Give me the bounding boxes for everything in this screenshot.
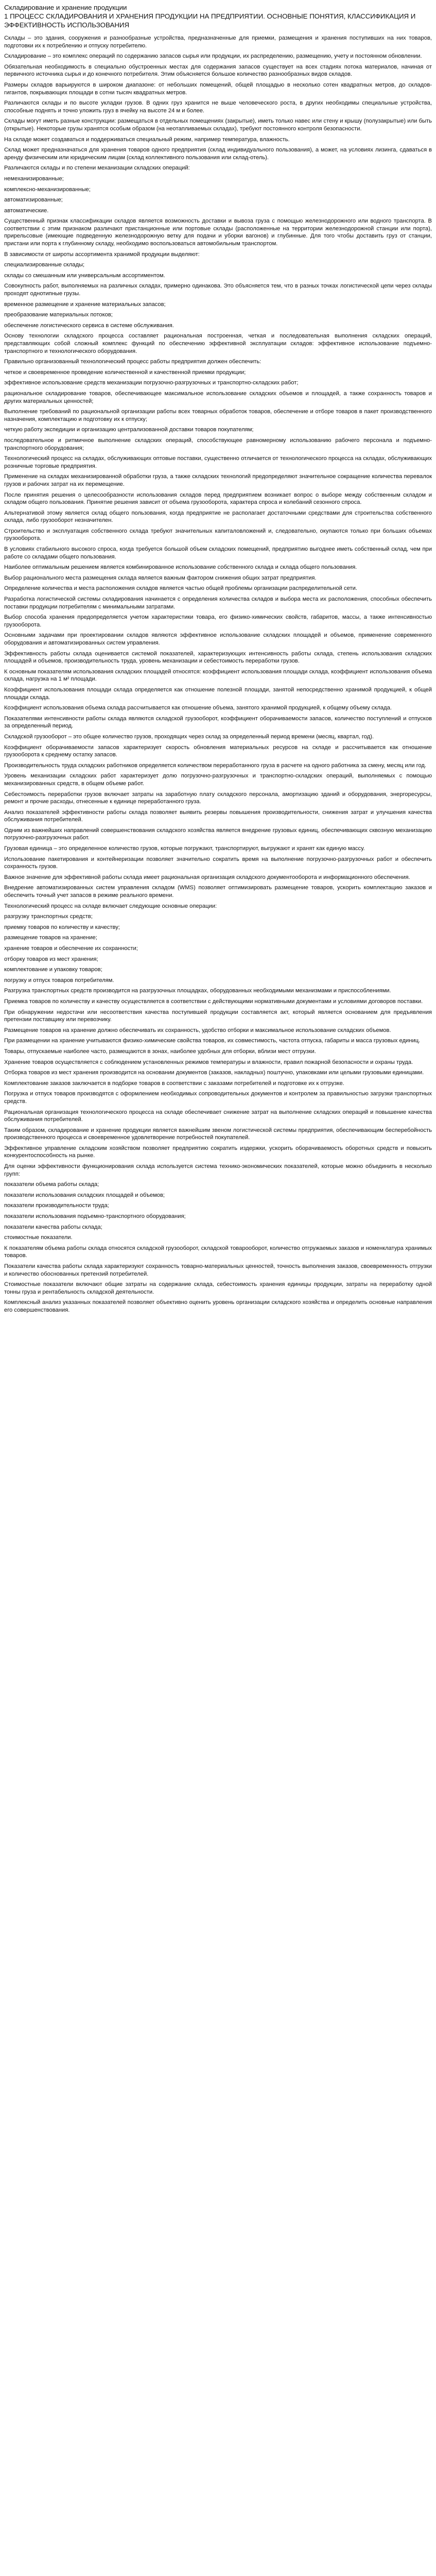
paragraph: Складской грузооборот – это общее количество грузов, проходящих через склад за определенный период времени (месяц, квартал, год).: [4, 733, 374, 740]
paragraph: склады со смешанным или универсальным ассортиментом.: [4, 272, 165, 279]
paragraph: Грузовая единица – это определенное количество грузов, которые погружают, транспортируют, выгружают и хранят как единую массу.: [4, 845, 365, 852]
paragraph: Выбор способа хранения предопределяется учетом характеристики товара, его физико-химических свойств, габаритов, массы, а также интенсивностью грузооборота.: [4, 614, 432, 628]
paragraph: Различаются склады и по высоте укладки грузов. В одних груз хранится не выше человеческого роста, в других необходимы специальные устройства, способные поднять и точно уложить груз в ячейку на высоте 24 м и более.: [4, 100, 432, 114]
paragraph: Эффективное управление складским хозяйством позволяет предприятию сократить издержки, ускорить оборачиваемость оборотных средств и повысить конкурентоспособность на рынке.: [4, 1145, 432, 1159]
paragraph: К показателям объема работы склада относятся складской грузооборот, складской товарооборот, количество отгружаемых заказов и номенклатура хранимых товаров.: [4, 1245, 432, 1259]
paragraph: показатели объема работы склада;: [4, 1181, 99, 1188]
paragraph: Применение на складах механизированной обработки груза, а также складских технологий предопределяют значительное сокращение количества перевалок грузов и рабочих затрат на их перемещение.: [4, 473, 432, 487]
paragraph: В условиях стабильного высокого спроса, когда требуется большой объем складских помещений, предприятию выгоднее иметь собственный склад, чем при работе со складами общего пользования.: [4, 546, 432, 560]
paragraph: Уровень механизации складских работ характеризует долю погрузочно-разгрузочных и транспортно-складских операций, выполняемых с помощью механизированных средств, в общем объеме работ.: [4, 773, 432, 787]
paragraph: четкую работу экспедиции и организацию централизованной доставки товаров покупателям;: [4, 427, 254, 433]
paragraph: К основным показателям использования складских площадей относятся: коэффициент использования площади склада, коэффициент использования объема склада, нагрузка на 1 м² площади.: [4, 668, 432, 683]
paragraph: Обязательная необходимость в специально обустроенных местах для содержания запасов существует на всех стадиях потока материалов, начиная от первичного источника сырья и до конечного потребителя. Этим объясняется большое количество разнообразных видов складов.: [4, 63, 432, 78]
paragraph: Показателями интенсивности работы склада являются складской грузооборот, коэффициент оборачиваемости запасов, количество поступлений и отпусков за определенный период.: [4, 715, 432, 730]
paragraph: Наиболее оптимальным решением является комбинированное использование собственного склада и склада общего пользования.: [4, 564, 357, 571]
paragraph: рациональное складирование товаров, обеспечивающее максимальное использование складских объемов и площадей, а также сохранность товаров и других материальных ценностей;: [4, 390, 432, 404]
paragraph: эффективное использование средств механизации погрузочно-разгрузочных и транспортно-складских работ;: [4, 380, 299, 386]
paragraph: погрузку и отпуск товаров потребителям.: [4, 977, 114, 984]
paragraph: Коэффициент оборачиваемости запасов характеризует скорость обновления материальных ресурсов на складе и рассчитывается как отношение грузооборота к среднему остатку запасов.: [4, 744, 432, 758]
paragraph: Размещение товаров на хранение должно обеспечивать их сохранность, удобство отборки и максимальное использование складских объемов.: [4, 1027, 391, 1033]
paragraph: Склады могут иметь разные конструкции: размещаться в отдельных помещениях (закрытые), иметь только навес или стену и крышу (полузакрытые) или быть (открытые). Некоторые грузы хранятся особым образом (на неотапливаемых складах), требуют постоянного контроля безопасности.: [4, 118, 432, 132]
paragraph: Погрузка и отпуск товаров производятся с оформлением необходимых сопроводительных документов и контролем за правильностью загрузки транспортных средств.: [4, 1091, 432, 1105]
paragraph: комплектование и упаковку товаров;: [4, 967, 102, 973]
paragraph: отборку товаров из мест хранения;: [4, 956, 98, 962]
paragraph: Себестоимость переработки грузов включает затраты на заработную плату складского персонала, амортизацию зданий и оборудования, энергоресурсы, ремонт и прочие расходы, отнесенные к единице переработанного груза.: [4, 791, 432, 805]
paragraph: последовательное и ритмичное выполнение складских операций, способствующее равномерному использованию рабочего персонала и подъемно-транспортного оборудования;: [4, 437, 432, 451]
paragraph: Основу технологии складского процесса составляет рациональная построенная, четкая и последовательная выполнения складских операций, представляющих собой сложный комплекс функций по обеспечению эффективной эксплуатации складов: эффективное использование подъемно-транспортного и технологического оборудования.: [4, 333, 432, 354]
section-title: 1 ПРОЦЕСС СКЛАДИРОВАНИЯ И ХРАНЕНИЯ ПРОДУКЦИИ НА ПРЕДПРИЯТИИ. ОСНОВНЫЕ ПОНЯТИЯ, КЛАССИФИКАЦИЯ И ЭФФЕКТИВНОСТЬ ИСПОЛЬЗОВАНИЯ: [4, 12, 416, 29]
paragraph: Показатели качества работы склада характеризуют сохранность товарно-материальных ценностей, точность выполнения заказов, своевременность отгрузки и количество обоснованных претензий потребителей.: [4, 1263, 432, 1277]
paragraph: Использование пакетирования и контейнеризации позволяет значительно сократить время на выполнение погрузочно-разгрузочных работ и обеспечить сохранность грузов.: [4, 856, 432, 870]
paragraph: Для оценки эффективности функционирования склада используется система технико-экономических показателей, которые можно объединить в несколько групп:: [4, 1163, 432, 1177]
paragraph: Комплектование заказов заключается в подборке товаров в соответствии с заказами потребителей и подготовке их к отгрузке.: [4, 1080, 344, 1087]
paragraph: показатели использования складских площадей и объемов;: [4, 1192, 165, 1198]
paragraph: показатели производительности труда;: [4, 1202, 109, 1209]
paragraph: Внедрение автоматизированных систем управления складом (WMS) позволяет оптимизировать размещение товаров, ускорить комплектацию заказов и обеспечить точный учет запасов в режиме реального времени.: [4, 885, 432, 899]
paragraph: автоматические.: [4, 207, 49, 214]
paragraph: Размеры складов варьируются в широком диапазоне: от небольших помещений, общей площадью в несколько сотен квадратных метров, до складов-гигантов, покрывающих площади в сотни тысяч квадратных метров.: [4, 81, 432, 96]
paragraph: обеспечение логистического сервиса в системе обслуживания.: [4, 322, 174, 329]
paragraph: Таким образом, складирование и хранение продукции является важнейшим звеном логистической системы предприятия, обеспечивающим бесперебойность производственного процесса и своевременное удовлетворение потребностей покупателей.: [4, 1127, 432, 1141]
paragraph: размещение товаров на хранение;: [4, 935, 97, 941]
paragraph: После принятия решения о целесообразности использования складов перед предприятием возникает вопрос о выборе между собственным складом и складом общего пользования. Принятие решения зависит от объема грузооборота, характера спроса и колебаний сезонного спроса.: [4, 492, 432, 506]
paragraph: Разработка логистической системы складирования начинается с определения количества складов и выбора места их расположения, способных обеспечить поставки продукции потребителям с минимальными затратами.: [4, 596, 432, 610]
paragraph: стоимостные показатели.: [4, 1234, 73, 1241]
paragraph: четкое и своевременное проведение количественной и качественной приемки продукции;: [4, 369, 246, 376]
paragraph: Альтернативой этому является склад общего пользования, когда предприятие не располагает достаточными средствами для строительства собственного склада, либо грузооборот незначителен.: [4, 510, 432, 524]
paragraph: Эффективность работы склада оценивается системой показателей, характеризующих интенсивность работы склада, степень использования складских площадей и объемов, производительность труда, уровень механизации и себестоимость переработки грузов.: [4, 650, 432, 665]
paragraph: Существенный признак классификации складов является возможность доставки и вывоза груза с помощью железнодорожного или водного транспорта. В соответствии с этим признаком различают пристанционные или портовые склады (расположенные на территории железнодорожной станции или порта), прирельсовые (имеющие подведенную железнодорожную ветку для подачи и уборки вагонов) и глубинные. Для того чтобы доставить груз от станции, пристани или порта к глубинному складу, необходимо воспользоваться автомобильным транспортом.: [4, 218, 432, 247]
paragraph: На складе может создаваться и поддерживаться специальный режим, например температура, влажность.: [4, 136, 290, 143]
paragraph: Технологический процесс на складах, обслуживающих оптовые поставки, существенно отличается от технологического процесса на складах, обслуживающих розничные торговые предприятия.: [4, 455, 432, 469]
paragraph: Определение количества и места расположения складов является частью общей проблемы организации распределительной сети.: [4, 585, 357, 592]
paragraph: Выбор рационального места размещения склада является важным фактором снижения общих затрат предприятия.: [4, 574, 317, 581]
paragraph: Отборка товаров из мест хранения производится на основании документов (заказов, накладных) поштучно, упаковками или целыми грузовыми единицами.: [4, 1070, 424, 1076]
paragraph: разгрузку транспортных средств;: [4, 913, 93, 920]
paragraph: Комплексный анализ указанных показателей позволяет объективно оценить уровень организации складского хозяйства и определить основные направления его совершенствования.: [4, 1299, 432, 1313]
page-title: Складирование и хранение продукции: [4, 4, 127, 11]
paragraph: Склад может предназначаться для хранения товаров одного предприятия (склад индивидуального пользования), а может, на условиях лизинга, сдаваться в аренду физическим или юридическим лицам (склад коллективного пользования или склад-отель).: [4, 147, 432, 161]
paragraph: комплексно-механизированные;: [4, 186, 91, 193]
paragraph: При обнаружении недостачи или несоответствия качества поступившей продукции составляется акт, который является основанием для предъявления претензии поставщику или перевозчику.: [4, 1009, 432, 1023]
paragraph: Рациональная организация технологического процесса на складе обеспечивает снижение затрат на выполнение складских операций и повышение качества обслуживания потребителей.: [4, 1109, 432, 1123]
paragraph: хранение товаров и обеспечение их сохранности;: [4, 945, 138, 952]
paragraph: Технологический процесс на складе включает следующие основные операции:: [4, 903, 217, 909]
paragraph: При размещении на хранение учитываются физико-химические свойства товаров, их совместимость, частота отпуска, габариты и масса грузовых единиц.: [4, 1038, 421, 1044]
paragraph: автоматизированные;: [4, 197, 63, 204]
paragraph: Основными задачами при проектировании складов являются эффективное использование складских площадей и объемов, применение современного оборудования и автоматизированных систем управления.: [4, 632, 432, 646]
paragraph: В зависимости от широты ассортимента хранимой продукции выделяют:: [4, 251, 200, 258]
paragraph: специализированные склады;: [4, 262, 85, 268]
paragraph: Разгрузка транспортных средств производится на разгрузочных площадках, оборудованных необходимыми механизмами и приспособлениями.: [4, 988, 391, 994]
paragraph: преобразование материальных потоков;: [4, 312, 113, 318]
paragraph: Товары, отпускаемые наиболее часто, размещаются в зонах, наиболее удобных для отборки, вблизи мест отгрузки.: [4, 1048, 316, 1055]
paragraph: Коэффициент использования площади склада определяется как отношение полезной площади, занятой непосредственно хранимой продукцией, к общей площади склада.: [4, 686, 432, 701]
paragraph: немеханизированные;: [4, 175, 64, 182]
paragraph: Важное значение для эффективной работы склада имеет рациональная организация складского документооборота и информационного обеспечения.: [4, 874, 410, 880]
paragraph: Приемка товаров по количеству и качеству осуществляется в соответствии с действующими нормативными документами и условиями договоров поставки.: [4, 998, 423, 1005]
paragraph: Склады – это здания, сооружения и разнообразные устройства, предназначенные для приемки, размещения и хранения поступивших на них товаров, подготовки их к потреблению и отпуску потребителю.: [4, 35, 432, 49]
document-body: [4, 35, 432, 1314]
paragraph: Выполнение требований по рациональной организации работы всех товарных обработок товаров, обеспечение и отборе товаров в пакет производственного назначения, комплектацию и подготовку их к отпуску;: [4, 409, 432, 422]
paragraph: Анализ показателей эффективности работы склада позволяет выявить резервы повышения производительности, снижения затрат и улучшения качества обслуживания потребителей.: [4, 809, 432, 823]
paragraph: Складирование – это комплекс операций по содержанию запасов сырья или продукции, их распределению, размещению, учету и постоянном обновлении.: [4, 53, 422, 60]
paragraph: Различаются склады и по степени механизации складских операций:: [4, 165, 190, 172]
paragraph: показатели качества работы склада;: [4, 1224, 102, 1230]
paragraph: Стоимостные показатели включают общие затраты на содержание склада, себестоимость хранения единицы продукции, затраты на переработку одной тонны груза и рентабельность складской деятельности.: [4, 1281, 432, 1295]
paragraph: Строительство и эксплуатация собственного склада требуют значительных капиталовложений и, следовательно, окупаются только при больших объемах грузооборота.: [4, 528, 432, 542]
paragraph: Производительность труда складских работников определяется количеством переработанного груза в расчете на одного работника за смену, месяц или год.: [4, 762, 427, 769]
paragraph: Совокупность работ, выполняемых на различных складах, примерно одинакова. Это объясняется тем, что в разных точках логистической цепи через склады проходят однотипные грузы.: [4, 283, 432, 297]
document-heading: [4, 3, 432, 29]
paragraph: приемку товаров по количеству и качеству;: [4, 924, 120, 930]
paragraph: показатели использования подъемно-транспортного оборудования;: [4, 1213, 186, 1220]
paragraph: временное размещение и хранение материальных запасов;: [4, 301, 166, 308]
paragraph: Хранение товаров осуществляется с соблюдением установленных режимов температуры и влажности, правил пожарной безопасности и охраны труда.: [4, 1059, 413, 1065]
paragraph: Правильно организованный технологический процесс работы предприятия должен обеспечить:: [4, 359, 261, 365]
paragraph: Коэффициент использования объема склада рассчитывается как отношение объема, занятого хранимой продукцией, к общему объему склада.: [4, 705, 392, 711]
paragraph: Одним из важнейших направлений совершенствования складского хозяйства является внедрение грузовых единиц, обеспечивающих сквозную механизацию погрузочно-разгрузочных работ.: [4, 827, 432, 841]
